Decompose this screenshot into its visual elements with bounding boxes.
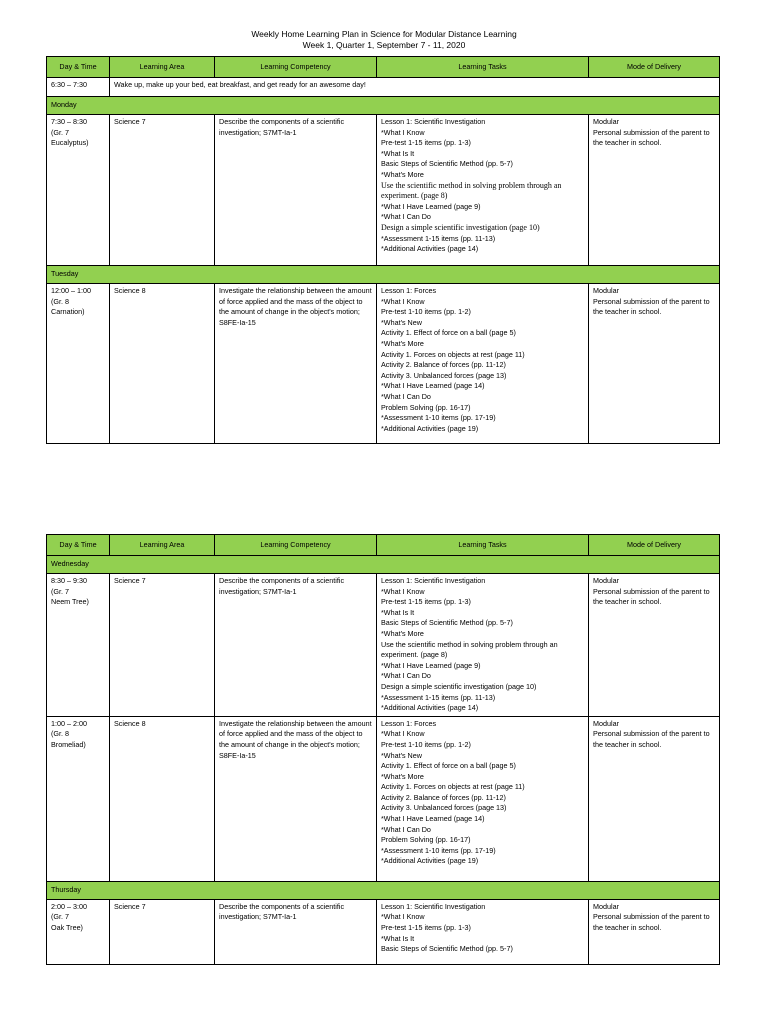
col-header-learning-tasks: Learning Tasks: [377, 535, 589, 556]
table-row: [47, 284, 720, 444]
mode-of-delivery: Modular Personal submission of the parent to the teacher in school.: [589, 284, 720, 444]
day-label-monday: Monday: [47, 97, 720, 115]
col-header-learning-area: Learning Area: [110, 535, 215, 556]
mode-of-delivery: Modular Personal submission of the parent to the teacher in school.: [589, 115, 720, 266]
session-time: 7:30 – 8:30 (Gr. 7 Eucalyptus): [47, 115, 110, 266]
session-time: 2:00 – 3:00 (Gr. 7 Oak Tree): [47, 899, 110, 964]
learning-tasks: Lesson 1: Scientific Investigation *What I Know Pre-test 1-15 items (pp. 1-3) *What Is It Basic Steps of Scientific Method (pp. 5-7) *What's More Use the scientific method in solving problem through an experiment. (page 8) *What I Have Learned (page 9) *What I Can Do Design a simple scientific investigation (page 10) *Assessment 1-15 items (pp. 11-13) *Additional Activities (page 14): [377, 574, 589, 717]
learning-competency: Describe the components of a scientific investigation; S7MT-Ia-1: [215, 899, 377, 964]
table-row: [47, 115, 720, 266]
day-label-tuesday: Tuesday: [47, 266, 720, 284]
mode-of-delivery: Modular Personal submission of the parent to the teacher in school.: [589, 716, 720, 881]
document-title: Weekly Home Learning Plan in Science for Modular Distance Learning: [251, 29, 517, 39]
learning-area: Science 7: [110, 899, 215, 964]
learning-competency: Describe the components of a scientific investigation; S7MT-Ia-1: [215, 115, 377, 266]
wakeup-time: 6:30 – 7:30: [47, 78, 110, 97]
session-time: 8:30 – 9:30 (Gr. 7 Neem Tree): [47, 574, 110, 717]
wakeup-text: Wake up, make up your bed, eat breakfast, and get ready for an awesome day!: [110, 78, 720, 97]
document-subtitle: Week 1, Quarter 1, September 7 - 11, 2020: [302, 40, 466, 50]
header-row: [47, 535, 720, 556]
col-header-learning-competency: Learning Competency: [215, 535, 377, 556]
learning-tasks: Lesson 1: Forces *What I Know Pre-test 1-10 items (pp. 1-2) *What's New Activity 1. Effect of force on a ball (page 5) *What's More Activity 1. Forces on objects at rest (page 11) Activity 2. Balance of forces (pp. 11-12) Activity 3. Unbalanced forces (page 13) *What I Have Learned (page 14) *What I Can Do Problem Solving (pp. 16-17) *Assessment 1-10 items (pp. 17-19) *Additional Activities (page 19): [377, 716, 589, 881]
learning-area: Science 8: [110, 716, 215, 881]
mode-of-delivery: Modular Personal submission of the parent to the teacher in school.: [589, 574, 720, 717]
learning-competency: Describe the components of a scientific investigation; S7MT-Ia-1: [215, 574, 377, 717]
plan-table-page-2: [46, 534, 720, 965]
plan-table-page-1: [46, 56, 720, 444]
table-row: [47, 899, 720, 964]
learning-area: Science 7: [110, 115, 215, 266]
col-header-learning-tasks: Learning Tasks: [377, 57, 589, 78]
col-header-learning-area: Learning Area: [110, 57, 215, 78]
day-row-tuesday: [47, 266, 720, 284]
day-row-wednesday: [47, 556, 720, 574]
mode-of-delivery: Modular Personal submission of the parent to the teacher in school.: [589, 899, 720, 964]
day-label-thursday: Thursday: [47, 881, 720, 899]
learning-tasks: Lesson 1: Scientific Investigation *What I Know Pre-test 1-15 items (pp. 1-3) *What Is It Basic Steps of Scientific Method (pp. 5-7): [377, 899, 589, 964]
learning-tasks: Lesson 1: Forces *What I Know Pre-test 1-10 items (pp. 1-2) *What's New Activity 1. Effect of force on a ball (page 5) *What's More Activity 1. Forces on objects at rest (page 11) Activity 2. Balance of forces (pp. 11-12) Activity 3. Unbalanced forces (page 13) *What I Have Learned (page 14) *What I Can Do Problem Solving (pp. 16-17) *Assessment 1-10 items (pp. 17-19) *Additional Activities (page 19): [377, 284, 589, 444]
header-row: [47, 57, 720, 78]
col-header-day-time: Day & Time: [47, 535, 110, 556]
learning-area: Science 7: [110, 574, 215, 717]
day-label-wednesday: Wednesday: [47, 556, 720, 574]
table-row: [47, 574, 720, 717]
wakeup-row: [47, 78, 720, 97]
col-header-day-time: Day & Time: [47, 57, 110, 78]
learning-competency: Investigate the relationship between the amount of force applied and the mass of the object to the amount of change in the object's motion; S8FE-Ia-15: [215, 716, 377, 881]
learning-tasks: Lesson 1: Scientific Investigation *What I Know Pre-test 1-15 items (pp. 1-3) *What Is It Basic Steps of Scientific Method (pp. 5-7) *What's More Use the scientific method in solving problem through an experiment. (page 8) *What I Have Learned (page 9) *What I Can Do Design a simple scientific investigation (page 10) *Assessment 1-15 items (pp. 11-13) *Additional Activities (page 14): [377, 115, 589, 266]
col-header-mode-of-delivery: Mode of Delivery: [589, 57, 720, 78]
learning-competency: Investigate the relationship between the amount of force applied and the mass of the object to the amount of change in the object's motion; S8FE-Ia-15: [215, 284, 377, 444]
day-row-monday: [47, 97, 720, 115]
table-row: [47, 716, 720, 881]
session-time: 1:00 – 2:00 (Gr. 8 Bromeliad): [47, 716, 110, 881]
col-header-mode-of-delivery: Mode of Delivery: [589, 535, 720, 556]
session-time: 12:00 – 1:00 (Gr. 8 Carnation): [47, 284, 110, 444]
learning-area: Science 8: [110, 284, 215, 444]
col-header-learning-competency: Learning Competency: [215, 57, 377, 78]
day-row-thursday: [47, 881, 720, 899]
